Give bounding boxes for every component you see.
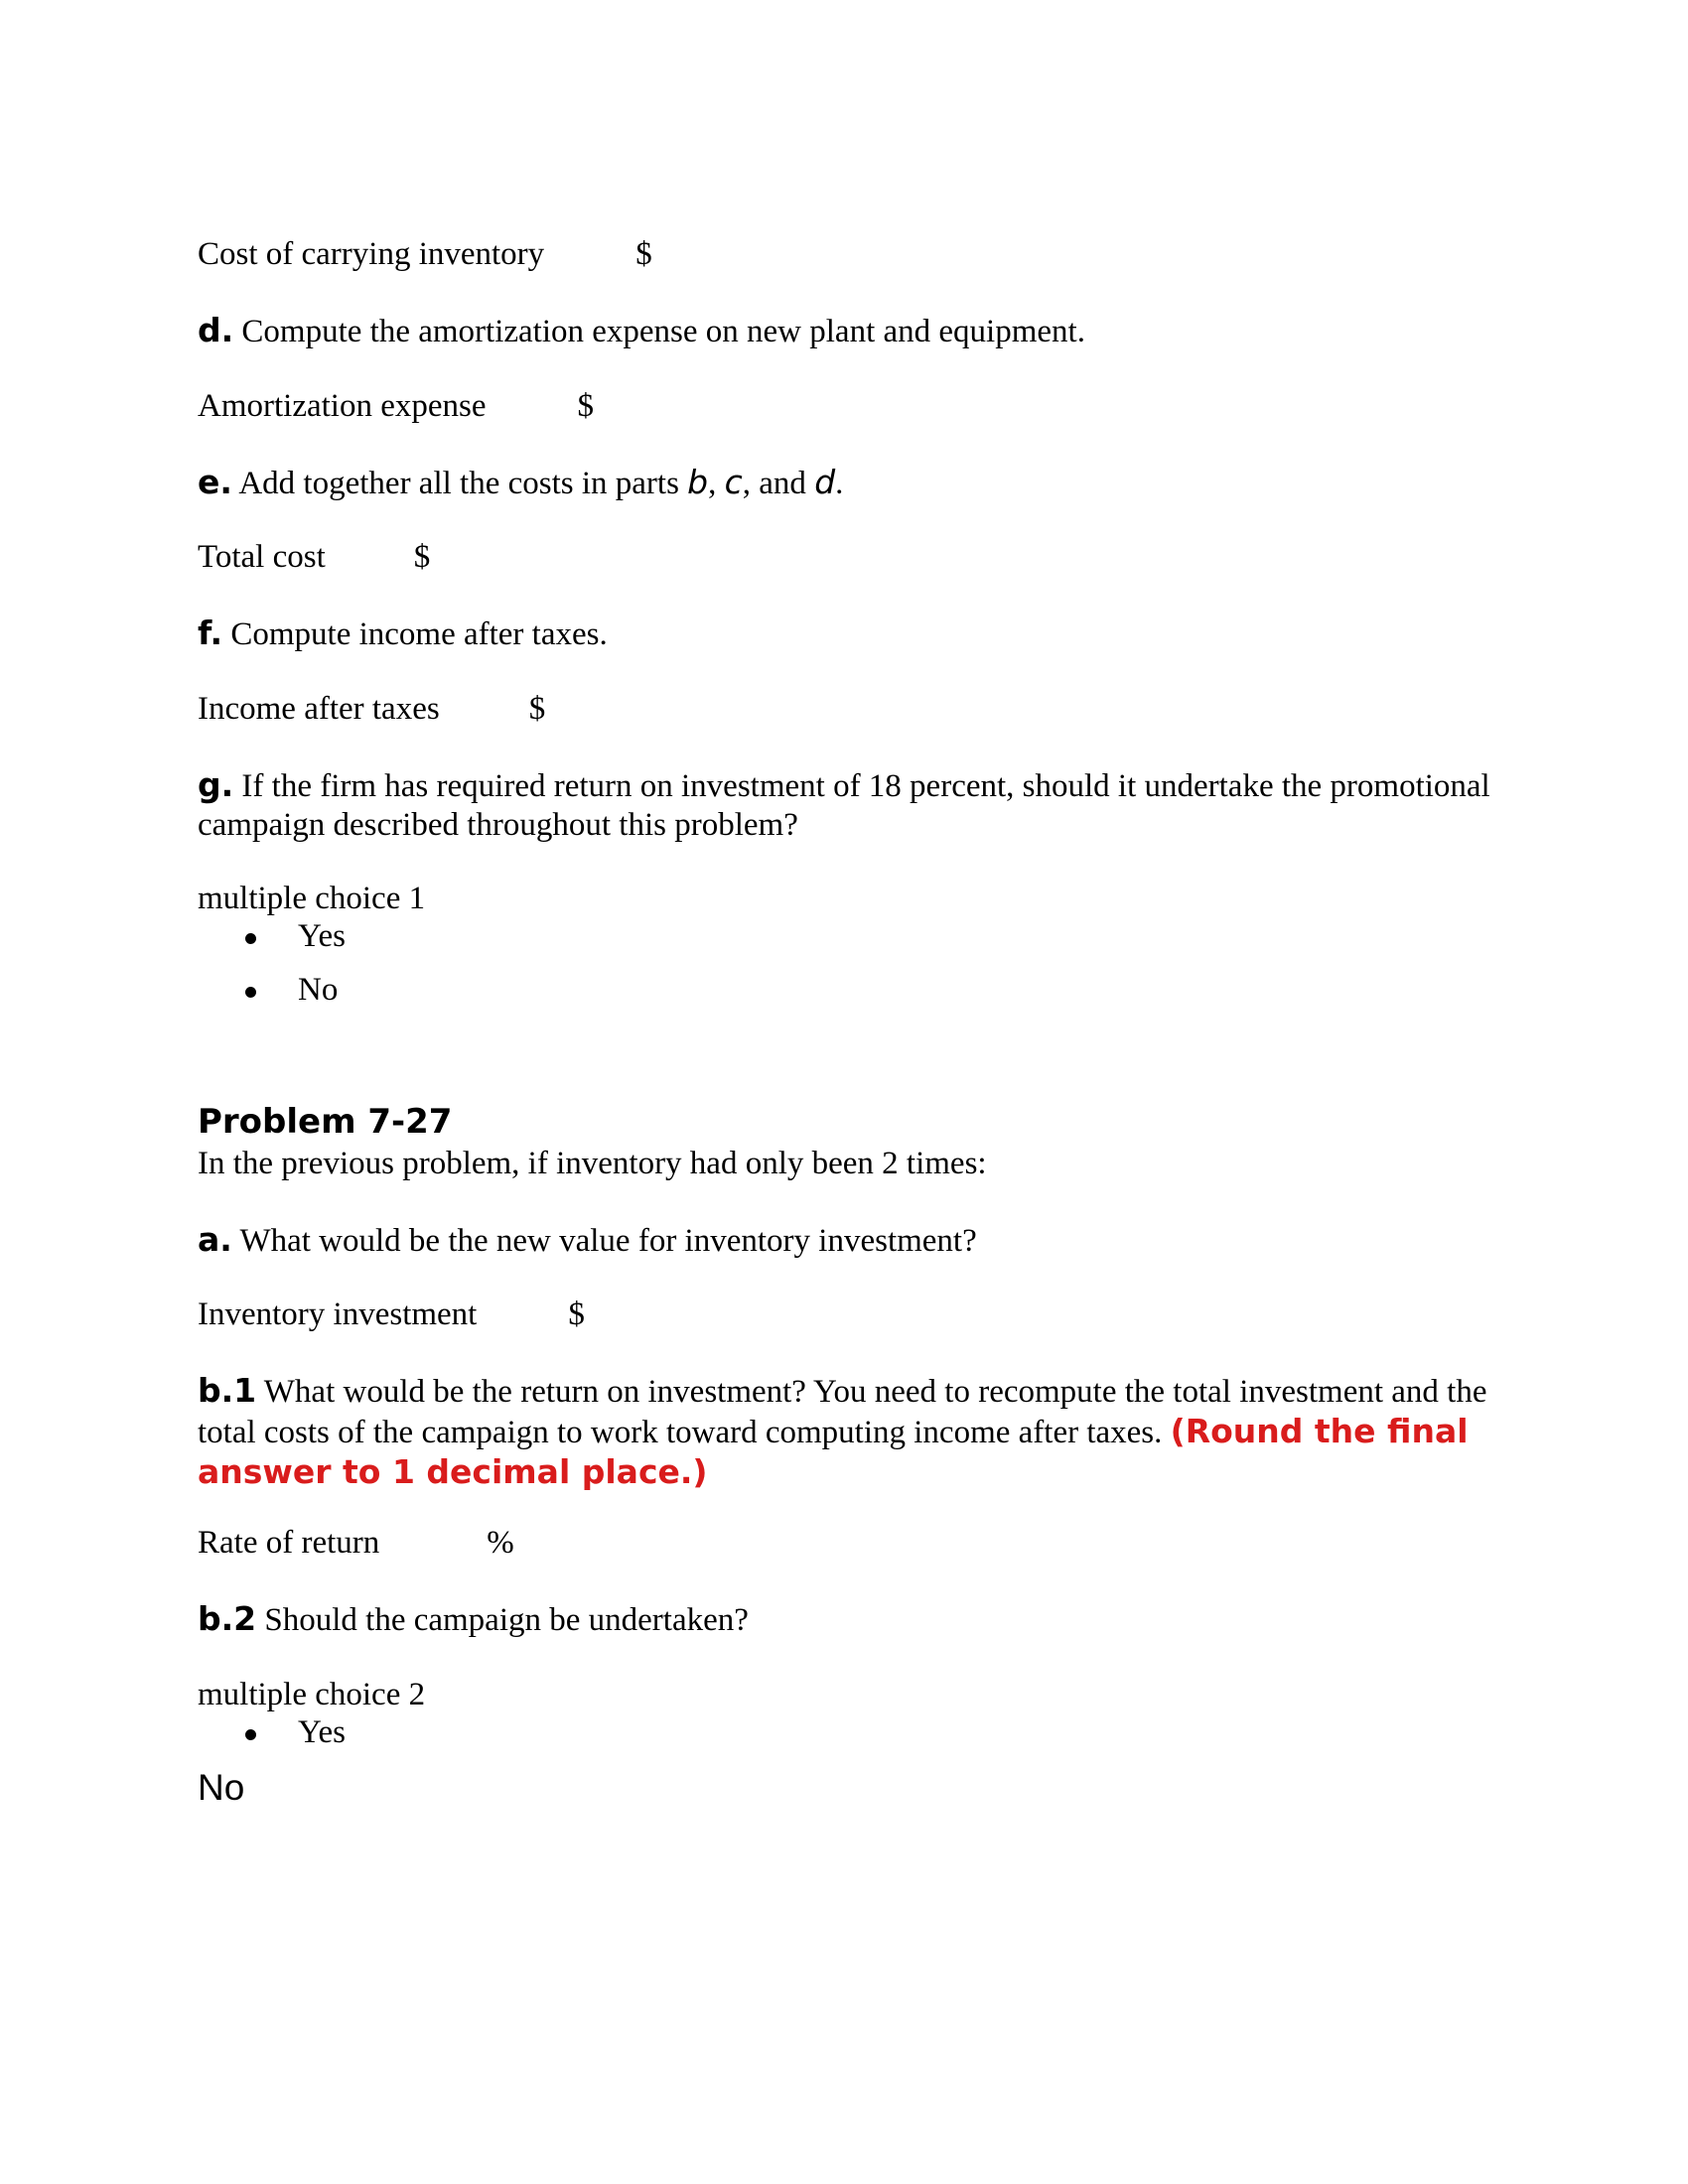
p727-part-b2-question	[198, 1599, 749, 1640]
mc2-option-yes[interactable]	[198, 1713, 346, 1767]
inventory-investment-row	[198, 1296, 585, 1334]
part-e-sep2: , and	[742, 466, 815, 501]
income-after-taxes-label: Income after taxes	[198, 691, 440, 727]
rate-of-return-row	[198, 1524, 514, 1563]
total-cost-currency[interactable]: $	[413, 539, 431, 575]
rate-of-return-label: Rate of return	[198, 1525, 380, 1561]
p727-part-b1-letter: b.1	[198, 1371, 257, 1410]
p727-part-a-text: What would be the new value for inventory investment?	[231, 1223, 977, 1259]
mc1-option-no-label: No	[298, 972, 339, 1008]
problem-heading: Problem 7-27	[198, 1102, 453, 1142]
p727-part-b2-letter: b.2	[198, 1599, 257, 1638]
part-f-text: Compute income after taxes.	[222, 616, 608, 652]
part-e-letter: e.	[198, 463, 232, 501]
part-e-sep1: ,	[708, 466, 725, 501]
rate-of-return-unit[interactable]: %	[487, 1525, 514, 1561]
mc2-label: multiple choice 2	[198, 1677, 426, 1712]
part-f-letter: f.	[198, 614, 223, 652]
part-e-ref-b: b	[687, 463, 709, 501]
carrying-cost-label: Cost of carrying inventory	[198, 236, 545, 272]
mc1-option-yes[interactable]	[198, 917, 346, 971]
inventory-investment-label: Inventory investment	[198, 1297, 478, 1332]
p727-part-a-question	[198, 1220, 977, 1261]
inventory-investment-currency[interactable]: $	[568, 1297, 585, 1332]
income-after-taxes-currency[interactable]: $	[528, 691, 546, 727]
mc2-option-yes-label: Yes	[298, 1714, 347, 1750]
p727-part-b1-question	[198, 1371, 1498, 1493]
income-after-taxes-row	[198, 690, 545, 729]
total-cost-row	[198, 538, 430, 577]
part-d-text: Compute the amortization expense on new plant and equipment.	[233, 314, 1085, 349]
part-e-text-before: Add together all the costs in parts	[231, 466, 688, 501]
amortization-currency[interactable]: $	[577, 388, 594, 424]
amortization-row	[198, 387, 594, 426]
p727-part-a-letter: a.	[198, 1220, 232, 1259]
p727-part-b1-text: What would be the return on investment? You need to recompute the total investment and the total costs of the campaign to work toward computing income after taxes.	[198, 1374, 1487, 1450]
mc2-options	[198, 1713, 346, 1767]
bullet-icon	[245, 933, 256, 944]
bullet-icon	[245, 1729, 256, 1740]
p727-part-b2-text: Should the campaign be undertaken?	[256, 1602, 749, 1638]
mc1-options	[198, 917, 346, 1024]
part-d-question	[198, 311, 1085, 351]
mc1-option-no[interactable]	[198, 971, 346, 1024]
mc2-option-no[interactable]: No	[198, 1767, 245, 1808]
problem-intro: In the previous problem, if inventory had only been 2 times:	[198, 1146, 987, 1181]
part-g-letter: g.	[198, 765, 234, 804]
part-g-question	[198, 765, 1498, 845]
part-e-question	[198, 463, 843, 503]
part-g-text: If the firm has required return on investment of 18 percent, should it undertake the promotional campaign described throughout this problem?	[198, 768, 1490, 843]
part-e-text-after: .	[835, 466, 844, 501]
part-f-question	[198, 614, 608, 654]
part-e-ref-c: c	[724, 463, 743, 501]
bullet-icon	[245, 987, 256, 998]
part-e-ref-d: d	[814, 463, 836, 501]
rounding-note: (Round the final answer to 1 decimal place.)	[198, 1412, 1469, 1491]
carrying-cost-currency[interactable]: $	[635, 236, 652, 272]
amortization-label: Amortization expense	[198, 388, 487, 424]
carrying-cost-row	[198, 235, 652, 274]
mc1-label: multiple choice 1	[198, 881, 426, 916]
part-d-letter: d.	[198, 311, 234, 349]
mc1-option-yes-label: Yes	[298, 918, 347, 954]
total-cost-label: Total cost	[198, 539, 326, 575]
